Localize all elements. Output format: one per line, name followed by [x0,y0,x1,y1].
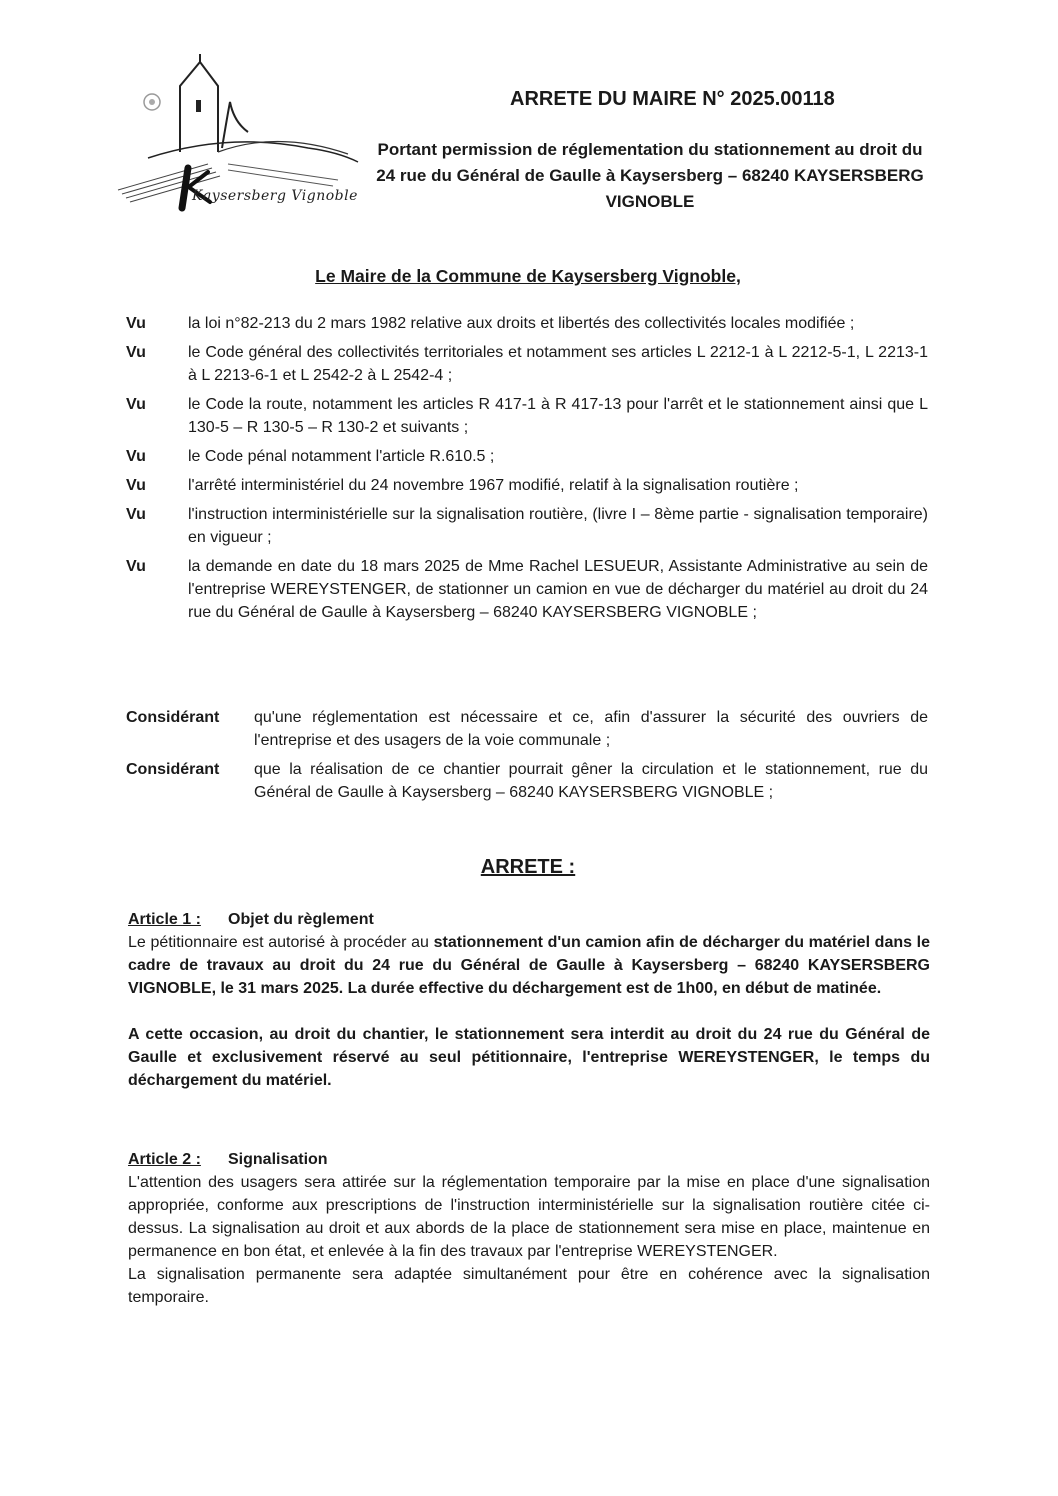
vu-label: Vu [126,558,146,575]
article-2-number: Article 2 : [128,1151,201,1168]
article-1-lead-text: Le pétitionnaire est autorisé à procéder au [128,934,434,951]
article-1-paragraph-2: A cette occasion, au droit du chantier, le stationnement sera interdit au droit du 24 rue du Général de Gaulle et exclusivement réservé au seul pétitionnaire, l'entreprise WEREYSTENGER, le temps du déchargement du matériel. [128,1026,930,1089]
vu-text: l'arrêté interministériel du 24 novembre 1967 modifié, relatif à la signalisation routière ; [188,477,799,494]
vu-list [126,312,928,630]
considerant-label: Considérant [126,709,220,726]
vu-item [126,312,928,335]
vu-label: Vu [126,344,146,361]
considerant-list [126,706,928,810]
vu-item [126,503,928,549]
vu-text: le Code général des collectivités territoriales et notamment ses articles L 2212-1 à L 2212-5-1, L 2213-1 à L 2213-6-1 et L 2542-2 à L 2542-4 ; [188,344,928,384]
decree-title: ARRETE DU MAIRE N° 2025.00118 [510,88,835,110]
article-1-paragraph-1 [128,931,930,1000]
article-1-title: Objet du règlement [228,911,374,928]
article-2 [128,1148,930,1309]
vu-label: Vu [126,477,146,494]
vu-text: la demande en date du 18 mars 2025 de Mme Rachel LESUEUR, Assistante Administrative au sein de l'entreprise WEREYSTENGER, de stationner un camion en vue de décharger du matériel au droit du 24 rue du Général de Gaulle à Kaysersberg – 68240 KAYSERSBERG VIGNOBLE ; [188,558,928,621]
vu-item [126,555,928,624]
vu-item [126,445,928,468]
vu-label: Vu [126,396,146,413]
vu-text: le Code la route, notamment les articles R 417-1 à R 417-13 pour l'arrêt et le stationnement ainsi que L 130-5 – R 130-5 – R 130-2 et suivants ; [188,396,928,436]
considerant-label: Considérant [126,761,220,778]
article-2-title: Signalisation [228,1151,328,1168]
article-1 [128,908,930,1092]
article-2-paragraph-1: L'attention des usagers sera attirée sur la réglementation temporaire par la mise en place d'une signalisation appropriée, conforme aux prescriptions de l'instruction interministérielle sur la signalisation routière citée ci-dessus. La signalisation au droit et aux abords de la place de stationnement sera mise en place, maintenue en permanence en bon état, et enlevée à la fin des travaux par l'entreprise WEREYSTENGER. [128,1174,930,1260]
article-2-heading [128,1148,930,1171]
vu-item [126,341,928,387]
vu-text: l'instruction interministérielle sur la signalisation routière, (livre I – 8ème partie - signalisation temporaire) en vigueur ; [188,506,928,546]
vu-label: Vu [126,506,146,523]
article-2-paragraph-2: La signalisation permanente sera adaptée simultanément pour être en cohérence avec la signalisation temporaire. [128,1266,930,1306]
considerant-text: qu'une réglementation est nécessaire et ce, afin d'assurer la sécurité des ouvriers de l'entreprise et des usagers de la voie communale ; [254,709,928,749]
logo-wordmark: Kaysersberg Vignoble [192,188,358,204]
vu-label: Vu [126,315,146,332]
arrete-heading: ARRETE : [480,856,576,878]
mayor-intro: Le Maire de la Commune de Kaysersberg Vignoble, [315,266,741,286]
considerant-text: que la réalisation de ce chantier pourrait gêner la circulation et le stationnement, rue du Général de Gaulle à Kaysersberg – 68240 KAYSERSBERG VIGNOBLE ; [254,761,928,801]
article-1-heading [128,908,930,931]
commune-logo [108,52,368,222]
decree-subtitle: Portant permission de réglementation du stationnement au droit du 24 rue du Général de Gaulle à Kaysersberg – 68240 KAYSERSBERG VIGNOBLE [376,140,924,211]
considerant-item [126,706,928,752]
considerant-item [126,758,928,804]
vu-text: la loi n°82-213 du 2 mars 1982 relative aux droits et libertés des collectivités locales modifiée ; [188,315,855,332]
vu-text: le Code pénal notamment l'article R.610.5 ; [188,448,495,465]
article-1-number: Article 1 : [128,911,201,928]
vu-item [126,393,928,439]
vu-item [126,474,928,497]
vu-label: Vu [126,448,146,465]
article-1-bold-text: stationnement d'un camion afin de décharger du matériel dans le cadre de travaux au droit du 24 rue du Général de Gaulle à Kaysersberg – 68240 KAYSERSBERG VIGNOBLE, le 31 mars 2025. La durée effective du déchargement est de 1h00, en début de matinée. [128,934,930,997]
